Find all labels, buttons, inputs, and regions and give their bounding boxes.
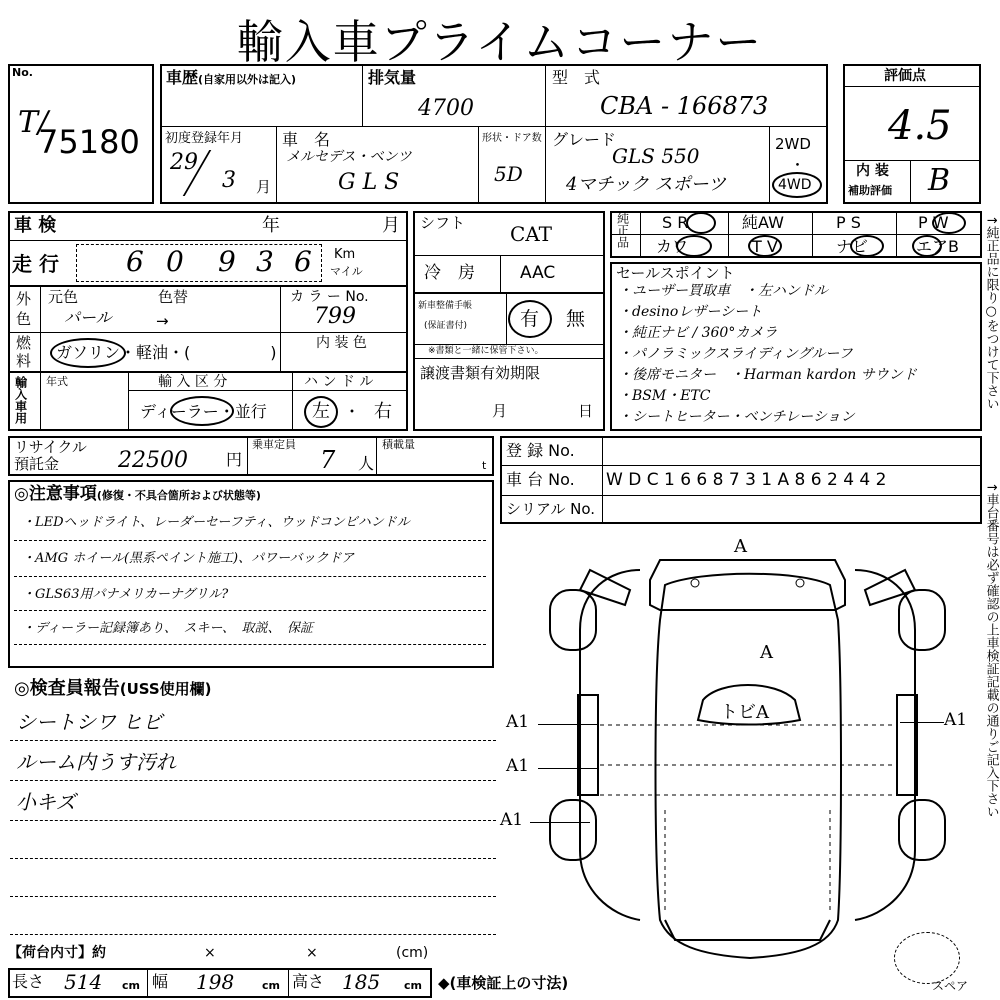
manual-no: 無 [566,308,586,330]
load-unit: t [482,459,487,472]
color-side2: 色 [16,310,32,328]
genuine-item: P S [836,213,861,232]
interior-value: B [928,163,951,198]
color-orig-label: 元色 [48,288,79,306]
inspector-line: 小キズ [16,790,76,814]
cargo-x2: × [306,945,318,961]
grade-label: グレード [552,130,617,149]
recycle-value: 22500 [118,448,188,473]
length-unit: cm [122,979,140,992]
manual-label1: 新車整備手帳 [418,301,473,311]
wheel-front-left [550,590,596,650]
import-class-options: ディーラー・並行 [140,402,267,421]
left-door-outline [580,570,640,920]
cargo-x1: × [204,945,216,961]
fuel-options: ガソリン・軽油・( ) [56,343,277,362]
car-damage-diagram [500,530,980,970]
genuine-item: P W [918,213,949,232]
inspector-line: シートシワ ヒビ [16,710,163,734]
notes-heading: ◎注意事項(修復・不具合箇所および状態等) [14,484,261,504]
spare-tire [894,932,960,984]
car-name-label: 車 名 [282,130,331,149]
drive-dot: ・ [790,156,806,174]
notes-line: ・ディーラー記録簿あり、 スキー、 取説、 保証 [22,621,313,636]
grade-line2: 4マチック スポーツ [566,174,726,195]
right-door-outline [855,570,915,920]
score-label: 評価点 [884,68,926,84]
color-code: 799 [314,304,356,329]
sales-point: ・純正ナビ / 360°カメラ [618,325,778,341]
shaken-label: 車 検 [14,215,57,236]
drive-4wd: 4WD [778,177,812,193]
genuine-item: 純AW [742,213,784,232]
length-label: 長さ [12,972,45,991]
cargo-label: 【荷台内寸】約 [8,945,106,961]
notes-box [8,480,494,668]
mileage-digit: 0 [166,245,184,278]
wheel-rear-right [899,800,945,860]
cargo-unit: (cm) [396,945,429,961]
first-reg-month: 3 [222,168,236,193]
genuine-item: T V [752,237,778,256]
chassis-value: W D C 1 6 6 8 7 3 1 A 8 6 2 4 4 2 [606,470,887,490]
drive-2wd: 2WD [775,135,811,153]
damage-mark: A1 [944,710,968,730]
displacement-label: 排気量 [368,68,417,87]
displacement-value: 4700 [418,96,474,121]
interior-label2: 補助評価 [848,184,892,197]
manual-label2: (保証書付) [424,321,468,331]
capacity-unit: 人 [358,454,375,473]
car-front-outline [650,560,845,610]
damage-mark: A1 [506,756,530,776]
sales-point: ・desinoレザーシート [618,304,763,320]
transfer-month: 月 [492,402,508,420]
lot-number-label: No. [12,66,33,79]
import-side-label: 輸入車用 [13,376,28,424]
score-value: 4.5 [888,103,952,149]
first-reg-year: 29 [170,150,198,175]
manual-note: ※書類と一緒に保管下さい。 [428,346,544,356]
height-unit: cm [404,979,422,992]
mileage-digits [76,244,322,282]
dims-note: ◆(車検証上の寸法) [438,974,569,992]
lot-number-value: 75180 [38,123,140,161]
handle-left-circle [304,396,338,428]
inspector-heading: ◎検査員報告(USS使用欄) [14,678,212,699]
spare-label: スペア [932,979,969,993]
doors-label: 形状・ドア数 [482,133,542,144]
sales-point: ・後席モニター ・Harman kardon サウンド [618,367,917,383]
capacity-label: 乗車定員 [252,438,296,451]
rear-outline [665,920,830,940]
damage-mark: A1 [506,712,530,732]
width-value: 198 [196,970,235,994]
notes-line: ・GLS63用パナメリカーナグリル? [22,587,229,602]
color-side1: 外 [16,290,32,308]
side-note-genuine: ↑純正品に限り○をつけて下さい [983,215,999,410]
grade-line1: GLS 550 [612,144,700,168]
damage-mark: A [734,536,747,557]
color-orig: パール [64,308,112,327]
height-label: 高さ [292,972,325,991]
handle-right: 右 [374,401,392,422]
mileage-digit: 3 [256,245,274,278]
recycle-label2: 預託金 [14,455,60,473]
first-reg-label: 初度登録年月 [165,131,244,146]
handle-sep: ・ [344,402,361,421]
history-label: 車歴(自家用以外は記入) [166,68,297,87]
import-year-label: 年式 [46,375,68,388]
mileage-digit: 9 [218,245,236,278]
lot-number-prefix: T/ [18,105,49,140]
height-value: 185 [342,970,381,994]
aircon-label: 冷 房 [424,263,475,283]
shift-value: CAT [510,222,552,246]
transfer-label: 譲渡書類有効期限 [420,364,541,382]
manual-yes-circle [508,300,552,338]
serial-label: シリアル No. [506,500,596,518]
interior-color-label: 内 装 色 [316,335,367,351]
notes-line: ・AMG ホイール(黒系ペイント施工)、パワーバックドア [22,551,355,566]
model-value: CBA - 166873 [600,92,769,120]
length-value: 514 [64,970,103,994]
handle-label: ハ ン ド ル [304,374,374,390]
car-body-outline [656,574,842,958]
color-arrow: → [156,312,169,330]
first-reg-unit: 月 [256,178,272,196]
genuine-item: エアB [916,237,959,256]
registration-label: 登 録 No. [506,441,575,460]
damage-mark: トビA [720,702,769,723]
mileage-digit: 6 [294,245,312,278]
sales-label: セールスポイント [616,264,735,282]
mileage-unit-km: Km [334,247,356,262]
damage-mark: A1 [500,810,524,830]
chassis-label: 車 台 No. [506,470,575,489]
shift-label: シフト [420,214,466,232]
manual-yes: 有 [520,308,540,330]
sales-point: ・BSM・ETC [618,388,711,404]
side-note-chassis: ↑車台番号は必ず確認の上車検証記載の通りご記入下さい [983,482,999,818]
car-maker: メルセデス・ベンツ [286,149,412,165]
load-label: 積載量 [382,438,415,451]
shaken-month: 月 [382,215,400,236]
sales-point: ・パノラミックスライディングルーフ [618,346,853,362]
mileage-digit: 6 [126,245,144,278]
color-code-label: カ ラ ー No. [290,289,369,305]
page-title: 輸入車プライムコーナー [236,15,764,69]
transfer-day: 日 [578,402,594,420]
car-model-name: G L S [338,170,400,195]
recycle-unit: 円 [226,450,243,469]
notes-line: ・LEDヘッドライト、レーダーセーフティ、ウッドコンビハンドル [22,515,410,530]
inspector-line: ルーム内うす汚れ [16,750,176,774]
width-unit: cm [262,979,280,992]
wheel-rear-left [550,800,596,860]
doors-value: 5D [494,162,523,186]
shaken-year: 年 [262,215,280,236]
capacity-value: 7 [320,446,336,474]
fuel-side1: 燃 [16,334,32,352]
model-label: 型 式 [552,68,601,87]
drive-4wd-circle [772,172,822,198]
genuine-item: カワ [656,237,689,256]
color-repaint-label: 色替 [158,288,189,306]
mileage-label: 走 行 [12,252,59,276]
width-label: 幅 [152,972,169,991]
interior-label1: 内 装 [856,163,889,179]
damage-mark: A [760,642,773,663]
mileage-unit-mile: マイル [330,265,363,278]
import-dealer-circle [170,396,234,426]
genuine-item: S R [662,213,689,232]
wheel-front-right [899,590,945,650]
genuine-label: 純正品 [615,212,630,248]
import-class-label: 輸 入 区 分 [158,374,228,390]
aircon-value: AAC [520,263,556,283]
genuine-item: ナビ [836,237,869,256]
fuel-side2: 料 [16,352,32,370]
recycle-label1: リサイクル [14,438,87,456]
sales-point: ・ユーザー買取車 ・左ハンドル [618,283,828,299]
fuel-gasoline-circle [50,338,126,368]
handle-left: 左 [312,401,330,422]
sales-point: ・シートヒーター・ベンチレーション [618,409,855,425]
